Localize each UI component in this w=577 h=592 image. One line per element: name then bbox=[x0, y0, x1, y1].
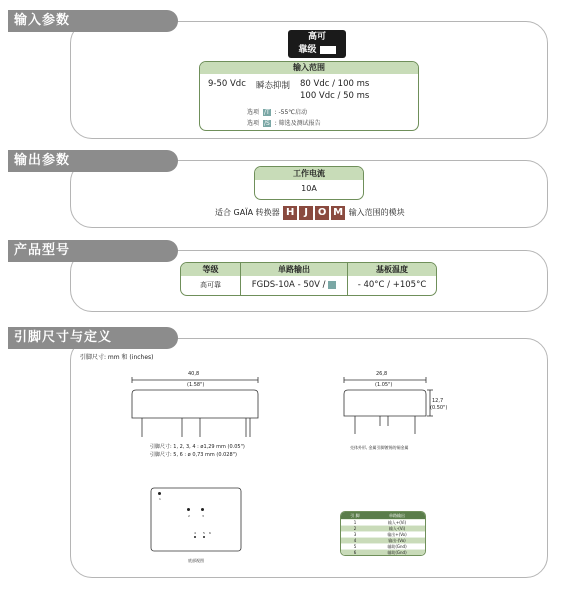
section-tab-pins: 引脚尺寸与定义 bbox=[8, 327, 178, 349]
reliability-badge bbox=[288, 30, 346, 58]
pin-label-5: 5 bbox=[203, 531, 205, 535]
dim-side: 26,8 bbox=[376, 371, 388, 377]
pin-table-header-output: 单路输出 bbox=[389, 512, 405, 518]
output-note: 适合 GAÏA 转换器 H J O M 输入范围的模块 bbox=[215, 207, 405, 218]
pin-label-4: 4 bbox=[194, 531, 196, 535]
model-header-output: 单路输出 bbox=[241, 263, 348, 276]
model-header-grade: 等级 bbox=[181, 263, 241, 276]
table-row: 1 输入+(Vi) bbox=[341, 519, 425, 525]
pin-note-2: 引脚尺寸: 5, 6 : ø 0,73 mm (0.028") bbox=[150, 452, 237, 458]
model-grade: 高可靠 bbox=[181, 276, 241, 295]
side-view-caption: 壳体外形, 金属引脚镀锡的铜金属 bbox=[350, 445, 409, 450]
letter-m: M bbox=[331, 206, 345, 220]
surge-value-1: 80 Vdc / 100 ms bbox=[300, 79, 370, 89]
model-header-temp: 基板温度 bbox=[376, 265, 408, 274]
pin-label-1: 1 bbox=[159, 497, 161, 501]
pin-dot-2 bbox=[187, 508, 190, 511]
bottom-view-caption: 底部视图 bbox=[188, 558, 204, 563]
dim-width-in: (1.58") bbox=[187, 382, 205, 388]
letter-o: O bbox=[315, 206, 329, 220]
dim-width: 40,8 bbox=[188, 371, 200, 377]
pins-panel bbox=[70, 338, 548, 578]
table-row: 4 输出-(Vo) bbox=[341, 537, 425, 543]
pin-dot-3 bbox=[201, 508, 204, 511]
pin-table-header-pin: 引 脚 bbox=[350, 512, 360, 518]
input-range-vdc: 9-50 Vdc bbox=[208, 79, 246, 89]
output-current-value: 10A bbox=[301, 184, 317, 193]
pin-label-3: 3 bbox=[202, 514, 204, 518]
pin-dot-4 bbox=[194, 536, 196, 538]
model-part: FGDS-10A - 50V / bbox=[241, 276, 348, 295]
dim-side-in: (1.05") bbox=[375, 382, 393, 388]
section-tab-output: 输出参数 bbox=[8, 150, 178, 172]
option-2-mark: /S bbox=[263, 120, 270, 127]
option-1: 选项 /T : -55℃启动 bbox=[247, 109, 308, 116]
table-row: 3 输出+(Vo) bbox=[341, 531, 425, 537]
badge-line2: 靠级 bbox=[288, 44, 346, 57]
section-tab-input: 输入参数 bbox=[8, 10, 178, 32]
surge-value-2: 100 Vdc / 50 ms bbox=[300, 91, 370, 101]
pin-label-6: 6 bbox=[209, 531, 211, 535]
pin-note-1: 引脚尺寸: 1, 2, 3, 4 : ø1,29 mm (0.05") bbox=[150, 444, 245, 450]
section-tab-model: 产品型号 bbox=[8, 240, 178, 262]
pin-dot-5 bbox=[203, 536, 205, 538]
input-range-header: 输入范围 bbox=[200, 62, 418, 74]
pins-unit-note: 引脚尺寸: mm 和 (inches) bbox=[80, 354, 154, 361]
output-current-box bbox=[254, 166, 364, 200]
option-1-mark: /T bbox=[263, 109, 270, 116]
pin-dot-1 bbox=[158, 492, 161, 495]
letter-h: H bbox=[283, 206, 297, 220]
option-2: 选项 /S : 筛选及测试报告 bbox=[247, 120, 321, 127]
letter-j: J bbox=[299, 206, 313, 220]
model-table bbox=[180, 262, 437, 296]
badge-line1: 高可 bbox=[307, 32, 326, 42]
surge-label: 瞬态抑制 bbox=[256, 81, 291, 91]
table-row: 5 辅助(Gnd) bbox=[341, 543, 425, 549]
table-row: 6 辅助(Gnd) bbox=[341, 549, 425, 555]
dim-height: 12,7 bbox=[432, 398, 444, 404]
pin-definition-table bbox=[340, 511, 426, 556]
pin-label-2: 2 bbox=[188, 514, 190, 518]
model-temp: - 40°C / +105°C bbox=[357, 280, 427, 290]
table-row: 2 输入-(Vi) bbox=[341, 525, 425, 531]
dim-height-in: (0.50") bbox=[430, 405, 448, 411]
output-current-header: 工作电流 bbox=[255, 167, 363, 180]
